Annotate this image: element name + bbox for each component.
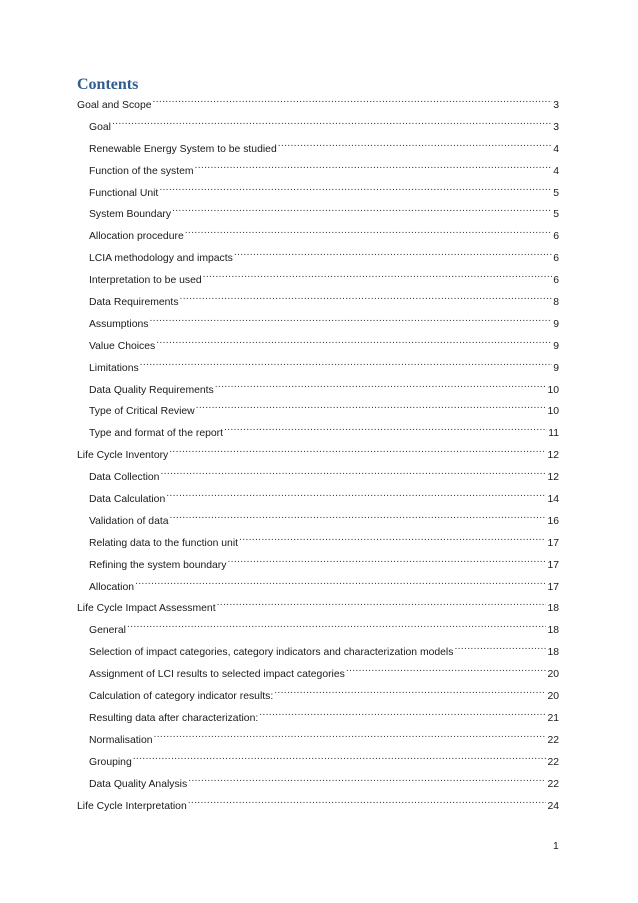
toc-entry[interactable] (77, 359, 559, 381)
toc-entry-title: Assignment of LCI results to selected impact categories (89, 669, 345, 681)
dot-leader (166, 490, 546, 502)
page-number: 1 (553, 841, 559, 852)
dot-leader (140, 359, 553, 371)
toc-entry-page: 16 (547, 515, 559, 527)
toc-entry-page: 11 (548, 428, 559, 440)
dot-leader (203, 271, 553, 283)
toc-entry-page: 8 (553, 297, 559, 309)
toc-entry[interactable] (77, 381, 559, 403)
toc-entry-title: Allocation procedure (89, 231, 184, 243)
toc-entry-title: Goal and Scope (77, 100, 152, 111)
toc-entry-page: 6 (553, 231, 559, 243)
toc-entry[interactable] (77, 118, 559, 140)
toc-entry-page: 17 (547, 559, 559, 571)
dot-leader (159, 184, 552, 196)
toc-entry[interactable] (77, 249, 559, 271)
toc-entry-page: 4 (553, 165, 559, 177)
toc-entry-page: 12 (547, 472, 559, 484)
dot-leader (135, 578, 546, 590)
dot-leader (149, 315, 552, 327)
toc-entry[interactable] (77, 775, 559, 797)
toc-entry-title: Relating data to the function unit (89, 537, 239, 549)
toc-entry-title: Selection of impact categories, category indicators and characterization models (89, 647, 454, 659)
toc-entry[interactable] (77, 512, 559, 534)
dot-leader (239, 534, 546, 546)
toc-entry-title: General (89, 625, 126, 637)
toc-entry[interactable] (77, 731, 559, 753)
dot-leader (160, 468, 546, 480)
toc-entry-page: 24 (547, 800, 559, 812)
contents-heading: Contents (77, 76, 139, 93)
dot-leader (154, 731, 547, 743)
toc-entry-title: Refining the system boundary (89, 559, 227, 571)
toc-entry-title: Renewable Energy System to be studied (89, 143, 277, 155)
toc-entry-title: Life Cycle Inventory (77, 450, 169, 462)
toc-entry[interactable] (77, 205, 559, 227)
toc-entry-title: System Boundary (89, 209, 172, 221)
toc-entry-title: Life Cycle Impact Assessment (77, 603, 216, 615)
toc-entry[interactable] (77, 578, 559, 600)
toc-entry-title: Data Calculation (89, 494, 166, 506)
toc-entry-title: Type of Critical Review (89, 406, 195, 418)
toc-entry[interactable] (77, 599, 559, 621)
dot-leader (278, 140, 553, 152)
toc-entry-page: 18 (547, 647, 559, 659)
dot-leader (217, 599, 547, 611)
toc-entry[interactable] (77, 315, 559, 337)
toc-entry[interactable] (77, 337, 559, 359)
toc-entry-title: Value Choices (89, 340, 156, 352)
dot-leader (454, 643, 546, 655)
toc-entry-title: Data Requirements (89, 297, 179, 309)
dot-leader (185, 227, 552, 239)
toc-entry-page: 22 (547, 778, 559, 790)
toc-entry-title: Normalisation (89, 734, 153, 746)
toc-entry-page: 20 (547, 691, 559, 703)
toc-entry[interactable] (77, 424, 559, 446)
toc-entry-title: Grouping (89, 756, 132, 768)
toc-entry-page: 9 (553, 318, 559, 330)
toc-entry[interactable] (77, 490, 559, 512)
toc-entry-page: 6 (553, 253, 559, 265)
toc-entry[interactable] (77, 665, 559, 687)
dot-leader (188, 797, 547, 809)
toc-entry[interactable] (77, 709, 559, 731)
toc-entry-page: 22 (547, 756, 559, 768)
dot-leader (112, 118, 552, 130)
toc-entry-page: 9 (553, 362, 559, 374)
dot-leader (196, 402, 547, 414)
toc-entry-title: Validation of data (89, 515, 169, 527)
dot-leader (227, 556, 546, 568)
toc-entry-title: Allocation (89, 581, 135, 593)
toc-entry-page: 4 (553, 143, 559, 155)
dot-leader (156, 337, 552, 349)
dot-leader (274, 687, 546, 699)
toc-entry[interactable] (77, 687, 559, 709)
toc-entry[interactable] (77, 556, 559, 578)
table-of-contents (77, 96, 559, 818)
dot-leader (234, 249, 552, 261)
toc-entry[interactable] (77, 534, 559, 556)
toc-entry[interactable] (77, 468, 559, 490)
toc-entry[interactable] (77, 797, 559, 819)
toc-entry-page: 20 (547, 669, 559, 681)
toc-entry-page: 18 (547, 603, 559, 615)
toc-entry[interactable] (77, 753, 559, 775)
toc-entry-page: 5 (553, 187, 559, 199)
toc-entry-page: 18 (547, 625, 559, 637)
toc-entry-title: Limitations (89, 362, 139, 374)
toc-entry-page: 21 (547, 712, 559, 724)
toc-entry[interactable] (77, 227, 559, 249)
dot-leader (127, 621, 546, 633)
toc-entry-page: 22 (547, 734, 559, 746)
dot-leader (170, 512, 547, 524)
toc-entry[interactable] (77, 643, 559, 665)
toc-entry[interactable] (77, 140, 559, 162)
dot-leader (259, 709, 546, 721)
toc-entry[interactable] (77, 621, 559, 643)
toc-entry[interactable] (77, 402, 559, 424)
dot-leader (346, 665, 547, 677)
toc-entry[interactable] (77, 96, 559, 118)
toc-entry-page: 3 (553, 121, 559, 133)
toc-entry-title: Data Collection (89, 472, 160, 484)
toc-entry-title: Goal (89, 121, 111, 133)
dot-leader (224, 424, 547, 436)
toc-entry-page: 6 (553, 275, 559, 287)
toc-entry-title: Functional Unit (89, 187, 159, 199)
toc-entry-title: Resulting data after characterization: (89, 712, 259, 724)
toc-entry-title: Type and format of the report (89, 428, 223, 440)
dot-leader (188, 775, 546, 787)
toc-entry-page: 17 (547, 581, 559, 593)
toc-entry-title: Function of the system (89, 165, 194, 177)
toc-entry-page: 12 (547, 450, 559, 462)
toc-entry[interactable] (77, 293, 559, 315)
toc-entry-page: 17 (547, 537, 559, 549)
toc-entry-title: Life Cycle Interpretation (77, 800, 187, 812)
dot-leader (133, 753, 547, 765)
toc-entry-title: Calculation of category indicator results: (89, 691, 274, 703)
toc-entry[interactable] (77, 162, 559, 184)
dot-leader (153, 96, 553, 108)
toc-entry-page: 9 (553, 340, 559, 352)
toc-entry-page: 10 (547, 406, 559, 418)
toc-entry-page: 14 (547, 494, 559, 506)
dot-leader (169, 446, 546, 458)
toc-entry[interactable] (77, 184, 559, 206)
toc-entry-title: Data Quality Requirements (89, 384, 214, 396)
toc-entry-title: LCIA methodology and impacts (89, 253, 233, 265)
toc-entry[interactable] (77, 271, 559, 293)
dot-leader (180, 293, 553, 305)
toc-entry-title: Data Quality Analysis (89, 778, 188, 790)
toc-entry-page: 10 (547, 384, 559, 396)
dot-leader (172, 205, 552, 217)
dot-leader (195, 162, 553, 174)
toc-entry[interactable] (77, 446, 559, 468)
toc-entry-title: Assumptions (89, 318, 149, 330)
toc-entry-page: 3 (553, 100, 559, 111)
dot-leader (215, 381, 547, 393)
toc-entry-title: Interpretation to be used (89, 275, 202, 287)
toc-entry-page: 5 (553, 209, 559, 221)
